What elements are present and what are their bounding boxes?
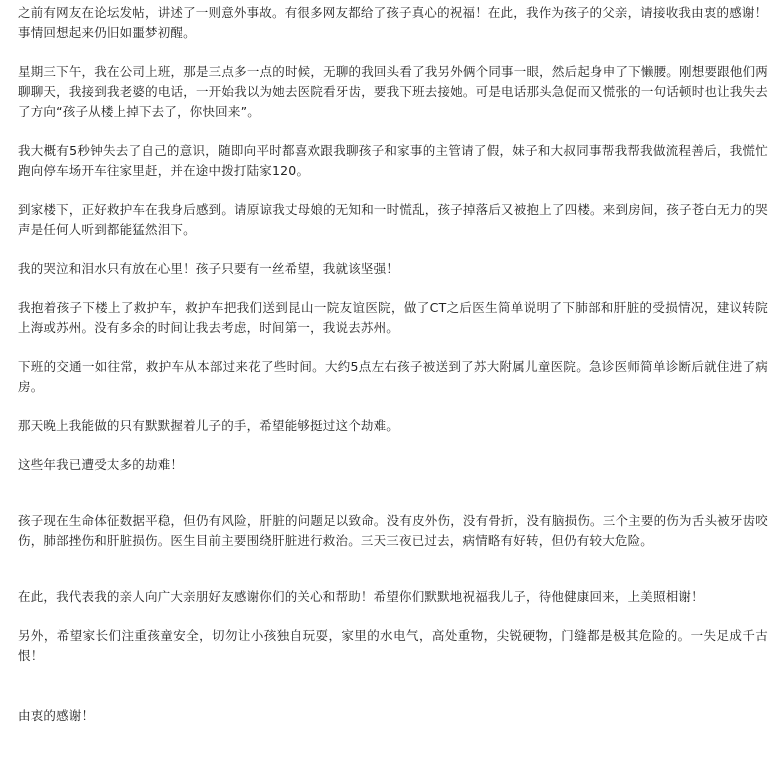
post-paragraph-hardship: 这些年我已遭受太多的劫难！: [18, 457, 184, 472]
post-paragraph-phone-call: 星期三下午，我在公司上班，那是三点多一点的时候，无聊的我回头看了我另外俩个同事一眼，然后起身申了下懒腰。刚想要跟他们两聊聊天，我接到我老婆的电话，一开始我以为她去医院看牙齿，要我下班去接她。可是电话那头急促而又慌张的一句话顿时也让我失去了方向“孩子从楼上掉下去了，你快回来”。: [18, 64, 768, 119]
paragraph-spacer: [18, 279, 768, 298]
paragraph-spacer: [18, 181, 768, 200]
paragraph-spacer: [18, 338, 768, 357]
post-paragraph-intro: 之前有网友在论坛发帖，讲述了一则意外事故。有很多网友都给了孩子真心的祝福！在此，我作为孩子的父亲，请接收我由衷的感谢！: [18, 5, 768, 20]
post-paragraph-safety-warning: 另外，希望家长们注重孩童安全，切勿让小孩独自玩耍，家里的水电气，高处重物，尖锐硬物，门缝都是极其危险的。一失足成千古恨！: [18, 628, 768, 663]
post-paragraph-arrival: 到家楼下，正好救护车在我身后感到。请原谅我丈母娘的无知和一时慌乱，孩子掉落后又被抱上了四楼。来到房间，孩子苍白无力的哭声是任何人听到都能猛然泪下。: [18, 202, 768, 237]
paragraph-spacer: [18, 666, 768, 706]
paragraph-spacer: [18, 397, 768, 416]
paragraph-spacer: [18, 475, 768, 511]
post-paragraph-thanks-family: 在此，我代表我的亲人向广大亲朋好友感谢你们的关心和帮助！希望你们默默地祝福我儿子，待他健康回来，上美照相谢！: [18, 589, 704, 604]
paragraph-spacer: [18, 240, 768, 259]
post-paragraph-that-night: 那天晚上我能做的只有默默握着儿子的手，希望能够挺过这个劫难。: [18, 418, 400, 433]
post-paragraph-closing: 由衷的感谢！: [18, 708, 95, 723]
post-paragraph-hospital: 下班的交通一如往常，救护车从本部过来花了些时间。大约5点左右孩子被送到了苏大附属儿童医院。急诊医师简单诊断后就住进了病房。: [18, 359, 768, 394]
post-paragraph-rush-home: 我大概有5秒钟失去了自己的意识，随即向平时都喜欢跟我聊孩子和家事的主管请了假，妹子和大叔同事帮我帮我做流程善后，我慌忙跑向停车场开车往家里赶，并在途中拨打陆家120。: [18, 143, 768, 178]
post-paragraph-condition: 孩子现在生命体征数据平稳，但仍有风险，肝脏的问题足以致命。没有皮外伤，没有骨折，没有脑损伤。三个主要的伤为舌头被牙齿咬伤，肺部挫伤和肝脏损伤。医生目前主要围绕肝脏进行救治。三天三夜已过去，病情略有好转，但仍有较大危险。: [18, 513, 768, 548]
post-paragraph-nightmare: 事情回想起来仍旧如噩梦初醒。: [18, 25, 196, 40]
paragraph-spacer: [18, 122, 768, 141]
paragraph-spacer: [18, 551, 768, 587]
paragraph-spacer: [18, 607, 768, 626]
paragraph-spacer: [18, 436, 768, 455]
paragraph-spacer: [18, 43, 768, 62]
post-paragraph-be-strong: 我的哭泣和泪水只有放在心里！孩子只要有一丝希望，我就该坚强！: [18, 261, 400, 276]
post-paragraph-ambulance: 我抱着孩子下楼上了救护车，救护车把我们送到昆山一院友谊医院，做了CT之后医生简单说明了下肺部和肝脏的受损情况，建议转院上海或苏州。没有多余的时间让我去考虑，时间第一，我说去苏州。: [18, 300, 768, 335]
